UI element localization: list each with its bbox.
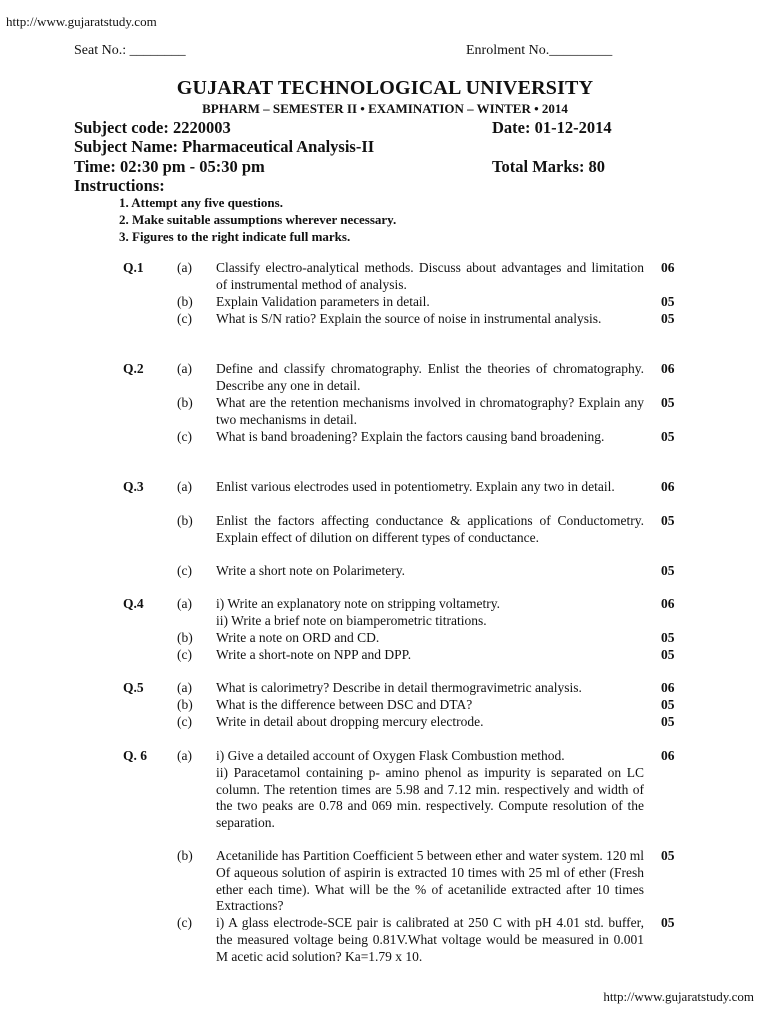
part-label: (c): [177, 429, 192, 444]
part-label: (c): [177, 563, 192, 578]
exam-date: Date: 01-12-2014: [492, 118, 612, 137]
part-text: i) Write an explanatory note on stripping voltametry. ii) Write a brief note on biamperometric titrations.: [216, 596, 501, 628]
part-label: (a): [177, 596, 192, 611]
seat-number-field: Seat No.: ________: [74, 43, 186, 58]
part-label: (a): [177, 260, 192, 275]
part-label: (a): [177, 479, 192, 494]
part-marks: 05: [661, 647, 675, 662]
university-title: GUJARAT TECHNOLOGICAL UNIVERSITY: [176, 77, 594, 99]
part-label: (a): [177, 680, 192, 695]
part-label: (c): [177, 915, 192, 930]
subject-code: Subject code: 2220003: [74, 118, 231, 137]
part-label: (b): [177, 697, 193, 712]
part-text: Define and classify chromatography. Enlist the theories of chromatography. Describe any one in detail.: [216, 361, 644, 393]
question-number: Q.5: [123, 680, 144, 695]
part-text: Write a short note on Polarimetery.: [216, 563, 406, 578]
part-marks: 05: [661, 429, 675, 444]
part-marks: 05: [661, 513, 675, 528]
part-label: (c): [177, 714, 192, 729]
part-label: (a): [177, 361, 192, 376]
part-marks: 05: [661, 311, 675, 326]
part-marks: 06: [661, 680, 675, 695]
part-text: What is S/N ratio? Explain the source of noise in instrumental analysis.: [216, 311, 602, 326]
part-marks: 06: [661, 260, 675, 275]
part-text: Write a note on ORD and CD.: [216, 630, 380, 645]
question-number: Q.4: [123, 596, 144, 611]
part-text: Enlist various electrodes used in potentiometry. Explain any two in detail.: [216, 479, 615, 494]
part-label: (a): [177, 748, 192, 763]
part-label: (c): [177, 647, 192, 662]
part-text: What is calorimetry? Describe in detail thermogravimetric analysis.: [216, 680, 582, 695]
instructions-label: Instructions:: [74, 176, 165, 195]
part-text: Write in detail about dropping mercury electrode.: [216, 714, 484, 729]
part-text: Enlist the factors affecting conductance & applications of Conductometry. Explain effect of dilution on different types of conductance.: [216, 513, 644, 545]
exam-line: BPHARM – SEMESTER II • EXAMINATION – WINTER • 2014: [202, 101, 568, 116]
question-number: Q.1: [123, 260, 144, 275]
question-number: Q.2: [123, 361, 144, 376]
header-url[interactable]: http://www.gujaratstudy.com: [6, 14, 157, 29]
part-label: (c): [177, 311, 192, 326]
part-text: What are the retention mechanisms involved in chromatography? Explain any two mechanisms in detail.: [216, 395, 644, 427]
part-text: What is band broadening? Explain the factors causing band broadening.: [216, 429, 605, 444]
part-marks: 05: [661, 395, 675, 410]
question-number: Q. 6: [123, 748, 148, 763]
instruction-item: 1. Attempt any five questions.: [119, 195, 283, 210]
footer-url[interactable]: http://www.gujaratstudy.com: [603, 989, 754, 1004]
part-text: i) A glass electrode-SCE pair is calibrated at 250 C with pH 4.01 std. buffer, the measured voltage being 0.81V.What voltage would be measured in 0.001 M acetic acid solution? Ka=1.79 x 10.: [216, 915, 644, 964]
instruction-item: 2. Make suitable assumptions wherever necessary.: [119, 212, 397, 227]
enrolment-number-field: Enrolment No._________: [466, 43, 613, 58]
part-marks: 05: [661, 697, 675, 712]
total-marks: Total Marks: 80: [492, 157, 606, 176]
part-label: (b): [177, 630, 193, 645]
question-number: Q.3: [123, 479, 144, 494]
subject-name: Subject Name: Pharmaceutical Analysis-II: [74, 137, 375, 156]
part-marks: 05: [661, 563, 675, 578]
part-marks: 06: [661, 361, 675, 376]
part-text: Write a short-note on NPP and DPP.: [216, 647, 412, 662]
exam-time: Time: 02:30 pm - 05:30 pm: [74, 157, 265, 176]
part-marks: 05: [661, 848, 675, 863]
part-marks: 06: [661, 596, 675, 611]
part-label: (b): [177, 395, 193, 410]
part-marks: 05: [661, 630, 675, 645]
part-marks: 05: [661, 714, 675, 729]
part-marks: 06: [661, 748, 675, 763]
instructions-list: [119, 194, 396, 245]
part-label: (b): [177, 294, 193, 309]
part-marks: 05: [661, 915, 675, 930]
instruction-item: 3. Figures to the right indicate full marks.: [119, 229, 351, 244]
part-marks: 05: [661, 294, 675, 309]
part-text: What is the difference between DSC and DTA?: [216, 697, 473, 712]
part-text: Classify electro-analytical methods. Discuss about advantages and limitation of instrumental method of analysis.: [216, 260, 644, 292]
part-text: i) Give a detailed account of Oxygen Flask Combustion method. ii) Paracetamol containing p- amino phenol as impurity is separated on LC column. The retention times are 5.98 and 7.12 min. respectively and width of the two peaks are 0.78 and 069 min. respectively. Compute resolution of the separation.: [216, 748, 644, 831]
part-marks: 06: [661, 479, 675, 494]
part-text: Acetanilide has Partition Coefficient 5 between ether and water system. 120 ml Of aqueous solution of aspirin is extracted 10 times with 25 ml of ether (Fresh ether each time). What will be the % of acetanilide extracted after 10 times Extractions?: [216, 848, 644, 914]
part-label: (b): [177, 513, 193, 528]
part-text: Explain Validation parameters in detail.: [216, 294, 430, 309]
part-label: (b): [177, 848, 193, 863]
